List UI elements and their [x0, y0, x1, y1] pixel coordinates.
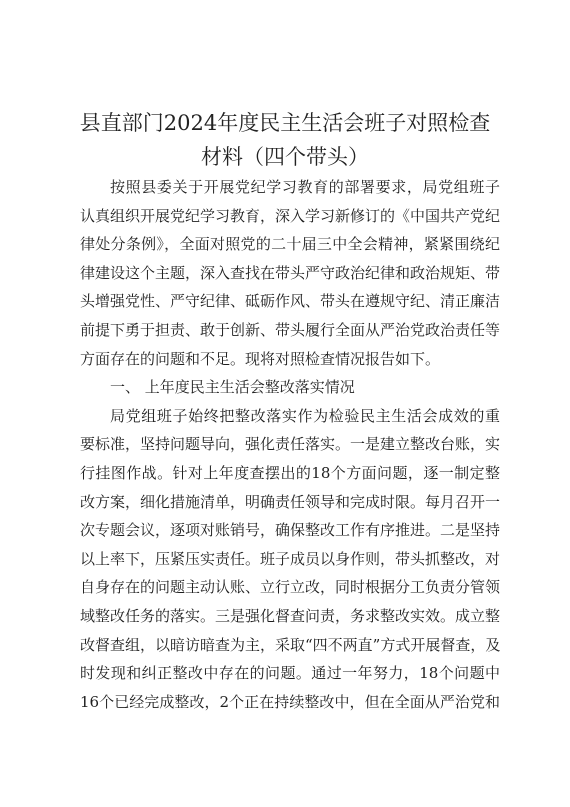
- intro-line: 按照县委关于开展党纪学习教育的部署要求，局党组班子: [110, 178, 500, 196]
- section1-line: 局党组班子始终把整改落实作为检验民主生活会成效的重: [110, 406, 500, 425]
- section1-line: 改方案，细化措施清单，明确责任领导和完成时限。每月召开一: [80, 492, 500, 511]
- section1-paragraph: [80, 402, 500, 717]
- section1-line: 要标准，坚持问题导向，强化责任落实。一是建立整改台账，实: [80, 435, 500, 454]
- section1-line: 改督查组，以暗访暗查为主，采取“四不两直”方式开展督查，及: [80, 635, 500, 654]
- section1-line: 行挂图作战。针对上年度查摆出的18个方面问题，逐一制定整: [80, 463, 500, 482]
- intro-line: 认真组织开展党纪学习教育，深入学习新修订的《中国共产党纪: [80, 206, 500, 225]
- document-title-line-2: 材料（四个带头）: [201, 145, 369, 169]
- document-body: [80, 173, 500, 716]
- intro-line: 律建设这个主题，深入查找在带头严守政治纪律和政治规矩、带: [80, 263, 500, 282]
- section1-line: 以上率下，压紧压实责任。班子成员以身作则，带头抓整改，对: [80, 549, 500, 568]
- intro-line: 律处分条例》，全面对照党的二十届三中全会精神，紧紧围绕纪: [80, 235, 500, 254]
- intro-paragraph: [80, 173, 500, 373]
- document-title-line-1: 县直部门2024年度民主生活会班子对照检查: [79, 111, 491, 135]
- intro-line: 前提下勇于担责、敢于创新、带头履行全面从严治党政治责任等: [80, 320, 500, 339]
- section1-line: 16个已经完成整改，2个正在持续整改中，但在全面从严治党和: [80, 692, 500, 711]
- section1-line: 次专题会议，逐项对账销号，确保整改工作有序推进。二是坚持: [80, 521, 500, 540]
- section1-line: 自身存在的问题主动认账、立行立改，同时根据分工负责分管领: [80, 578, 500, 597]
- section-heading: 一、 上年度民主生活会整改落实情况: [110, 378, 355, 397]
- section1-line: 时发现和纠正整改中存在的问题。通过一年努力，18个问题中: [80, 664, 500, 683]
- section1-line: 域整改任务的落实。三是强化督查问责，务求整改实效。成立整: [80, 606, 500, 625]
- intro-line: 头增强党性、严守纪律、砥砺作风、带头在遵规守纪、清正廉洁: [80, 292, 500, 311]
- intro-line: 方面存在的问题和不足。现将对照检查情况报告如下。: [80, 349, 441, 368]
